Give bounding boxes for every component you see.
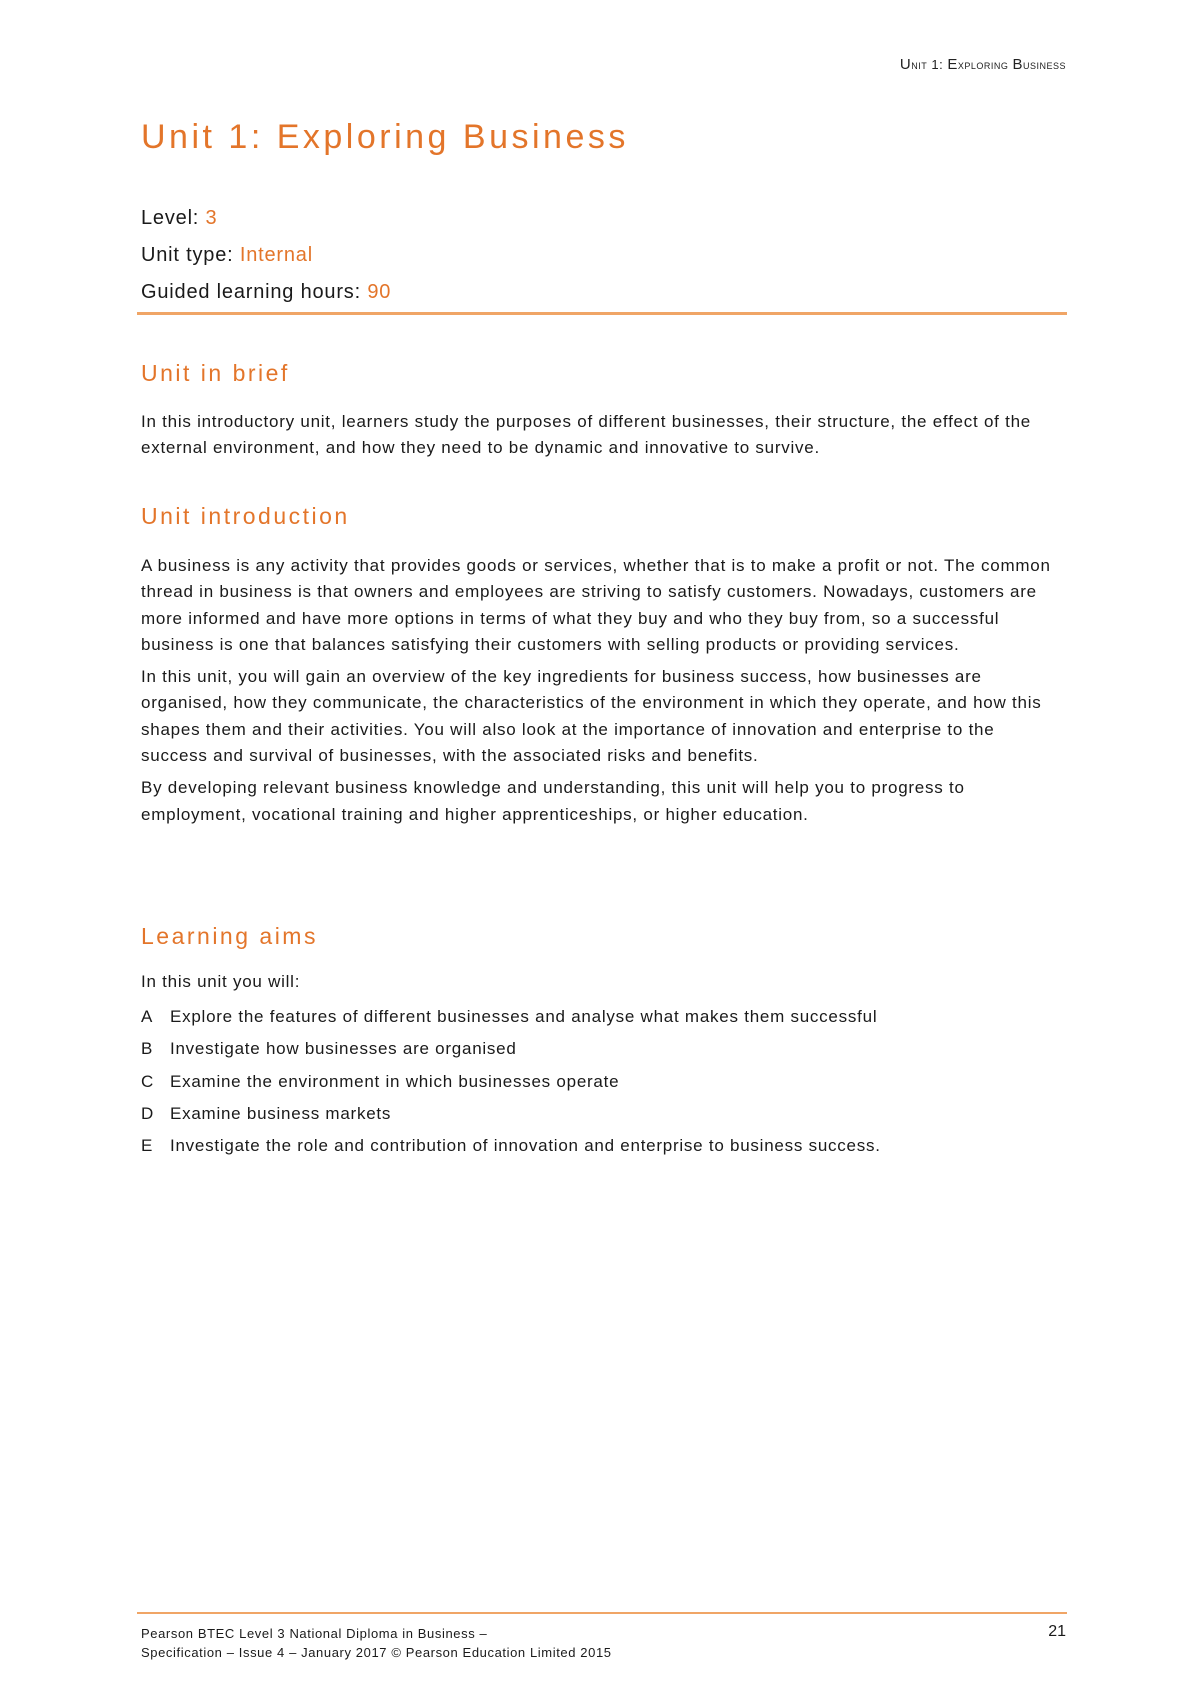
unit-in-brief-section — [141, 409, 1061, 468]
learning-aims-intro: In this unit you will: — [141, 972, 301, 991]
aim-text: Examine the environment in which businesses operate — [170, 1071, 620, 1091]
aim-letter: D — [141, 1103, 155, 1123]
running-header-part: usiness — [1022, 57, 1066, 72]
intro-paragraph: By developing relevant business knowledge and understanding, this unit will help you to progress to employment, vocational training and higher apprenticeships, or higher education. — [141, 778, 965, 824]
list-item — [141, 1069, 901, 1095]
unit-meta — [141, 206, 1067, 317]
running-header-part: E — [947, 56, 958, 73]
footer-line: Pearson BTEC Level 3 National Diploma in Business – — [141, 1626, 488, 1641]
running-header-part: B — [1012, 56, 1023, 73]
list-item — [141, 1101, 901, 1127]
level-line — [141, 206, 1067, 243]
page-number: 21 — [1048, 1623, 1066, 1640]
unit-introduction-section — [141, 553, 1061, 834]
unit-type-label: Unit type: — [141, 244, 240, 266]
aim-letter: E — [141, 1136, 154, 1156]
learning-aims-heading: Learning aims — [141, 923, 318, 949]
aim-letter: C — [141, 1071, 155, 1091]
running-header-part: nit 1: — [911, 57, 948, 72]
list-item — [141, 1133, 901, 1159]
unit-type-line — [141, 243, 1067, 280]
running-header-part: xploring — [957, 57, 1013, 72]
unit-type-value: Internal — [239, 244, 313, 266]
level-value: 3 — [205, 207, 218, 229]
aim-text: Investigate how businesses are organised — [170, 1039, 517, 1059]
intro-paragraph: A business is any activity that provides goods or services, whether that is to make a profit or not. The common thread in business is that owners and employees are striving to satisfy customers. Nowadays, customers are more informed and have more options in terms of what they buy and who they buy from, so a successful business is one that balances satisfying their customers with selling products or providing services. — [141, 556, 1051, 654]
aim-text: Explore the features of different businesses and analyse what makes them successful — [170, 1007, 878, 1026]
meta-divider — [137, 312, 1067, 315]
learning-aims-list — [141, 1004, 901, 1165]
glh-value: 90 — [367, 281, 392, 303]
unit-introduction-heading: Unit introduction — [141, 503, 350, 529]
glh-label: Guided learning hours: — [141, 281, 368, 303]
list-item — [141, 1004, 901, 1030]
aim-text: Investigate the role and contribution of innovation and enterprise to business success. — [170, 1136, 881, 1156]
page-title: Unit 1: Exploring Business — [141, 118, 629, 156]
footer-divider — [137, 1612, 1067, 1614]
unit-in-brief-heading: Unit in brief — [141, 360, 290, 386]
level-label: Level: — [141, 207, 206, 229]
running-header-part: U — [899, 56, 912, 73]
list-item — [141, 1036, 901, 1062]
footer-line: Specification – Issue 4 – January 2017 © Pearson Education Limited 2015 — [141, 1645, 612, 1660]
aim-letter: A — [141, 1007, 154, 1026]
footer-text — [141, 1624, 612, 1662]
intro-paragraph: In this unit, you will gain an overview of the key ingredients for business success, how businesses are organised, how they communicate, the characteristics of the environment in which they operate, and how this shapes them and their activities. You will also look at the importance of innovation and enterprise to the success and survival of businesses, with the associated risks and benefits. — [141, 667, 1042, 766]
unit-in-brief-text: In this introductory unit, learners study the purposes of different businesses, their structure, the effect of the external environment, and how they need to be dynamic and innovative to survive. — [141, 412, 1031, 458]
aim-letter: B — [141, 1039, 154, 1059]
running-header — [900, 56, 1066, 73]
aim-text: Examine business markets — [170, 1103, 392, 1123]
